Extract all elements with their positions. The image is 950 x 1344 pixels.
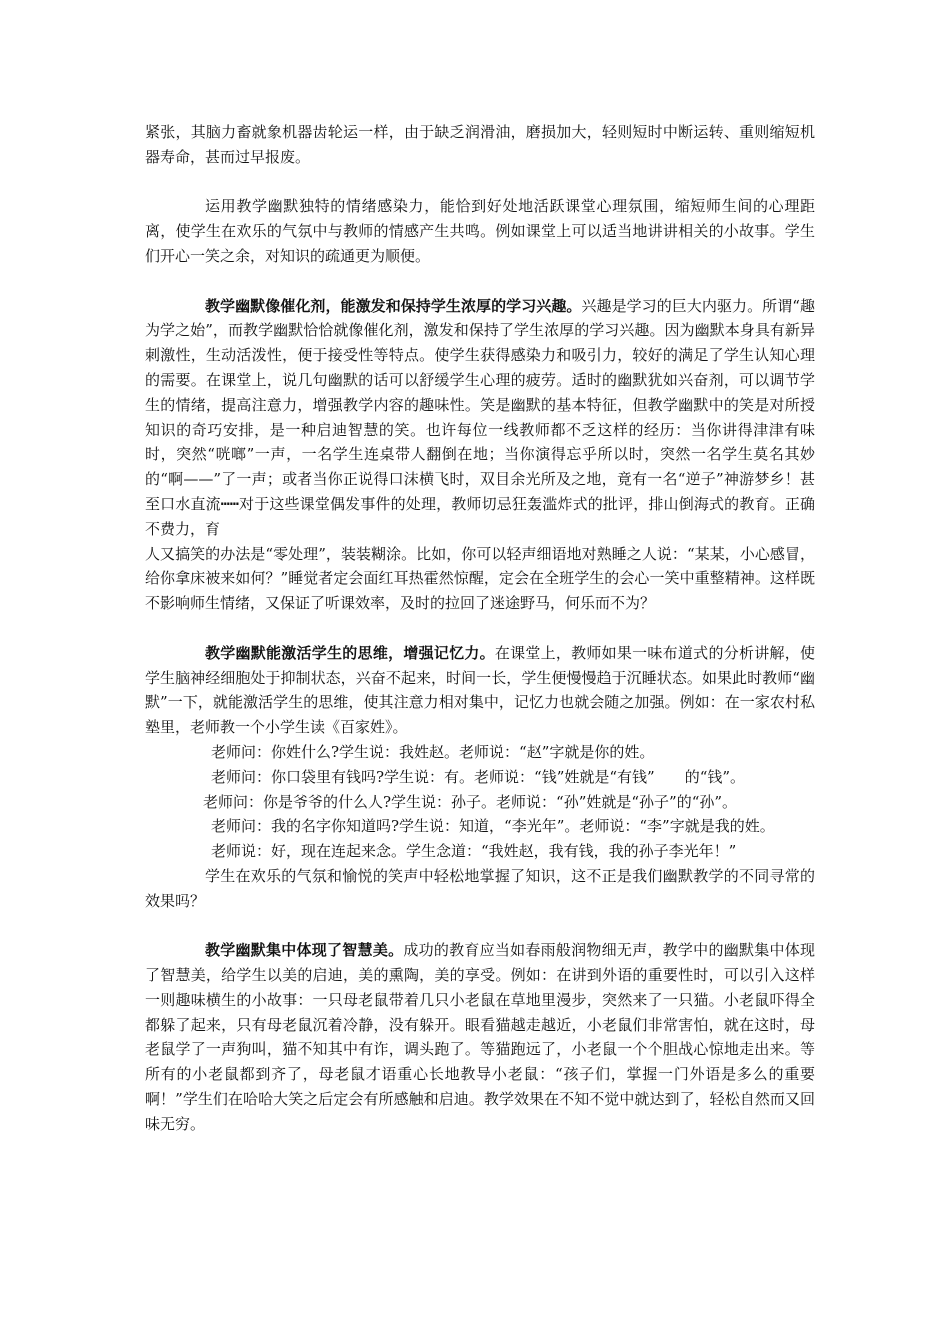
paragraph-gap — [145, 170, 815, 195]
section-memory-heading: 教学幽默能激活学生的思维，增强记忆力。 — [205, 643, 495, 662]
dialogue-line-3: 老师问：你是爷爷的什么人?学生说：孙子。老师说：“孙”姓就是“孙子”的“孙”。 — [203, 792, 738, 811]
paragraph-gap — [145, 269, 815, 294]
paragraph-gap — [145, 914, 815, 939]
document-page — [145, 120, 815, 1137]
dialogue-line-2: 老师问：你口袋里有钱吗?学生说：有。老师说：“钱”姓就是“有钱” 的“钱”。 — [211, 767, 746, 786]
paragraph-gap — [145, 616, 815, 641]
section-catalyst — [145, 294, 815, 542]
section-wisdom — [145, 938, 815, 1136]
paragraph-intro: 紧张，其脑力畜就象机器齿轮运一样，由于缺乏润滑油，磨损加大，轻则短时中断运转、重则缩短机器寿命，甚而过早报废。 — [145, 123, 815, 166]
section-wisdom-body: 成功的教育应当如春雨般润物细无声，教学中的幽默集中体现了智慧美，给学生以美的启迪，美的熏陶，美的享受。例如：在讲到外语的重要性时，可以引入这样一则趣味横生的小故事：一只母老鼠带着几只小老鼠在草地里漫步，突然来了一只猫。小老鼠吓得全都躲了起来，只有母老鼠沉着冷静，没有躲开。眼看猫越走越近，小老鼠们非常害怕，就在这时，母老鼠学了一声狗叫，猫不知其中有诈，调头跑了。等猫跑远了，小老鼠一个个胆战心惊地走出来。等所有的小老鼠都到齐了，母老鼠才语重心长地教导小老鼠：“孩子们，掌握一门外语是多么的重要啊！”学生们在哈哈大笑之后定会有所感触和启迪。教学效果在不知不觉中就达到了，轻松自然而又回味无穷。 — [145, 941, 815, 1133]
section-catalyst-continued: 人又搞笑的办法是“零处理”，装装糊涂。比如，你可以轻声细语地对熟睡之人说：“某某，小心感冒，给你拿床被来如何？”睡觉者定会面红耳热霍然惊醒，定会在全班学生的会心一笑中重整精神。这样既不影响师生情绪，又保证了听课效率，及时的拉回了迷途野马，何乐而不为？ — [145, 544, 815, 613]
section-catalyst-body: 兴趣是学习的巨大内驱力。所谓“趣为学之始”，而教学幽默恰恰就像催化剂，激发和保持了学生浓厚的学习兴趣。因为幽默本身具有新异刺激性，生动活泼性，便于接受性等特点。使学生获得感染力和吸引力，较好的满足了学生认知心理的需要。在课堂上，说几句幽默的话可以舒缓学生心理的疲劳。适时的幽默犹如兴奋剂，可以调节学生的情绪，提高注意力，增强教学内容的趣味性。笑是幽默的基本特征，但教学幽默中的笑是对所授知识的奇巧安排，是一种启迪智慧的笑。也许每位一线教师都不乏这样的经历：当你讲得津津有味时，突然“咣啷”一声，一名学生连桌带人翻倒在地；当你演得忘乎所以时，突然一名学生莫名其妙的“啊——”了一声；或者当你正说得口沫横飞时，双目余光所及之地，竟有一名“逆子”神游梦乡！甚至口水直流┅┅对于这些课堂偶发事件的处理，教师切忌狂轰滥炸式的批评，排山倒海式的教育。正确不费力，育 — [145, 296, 815, 538]
paragraph-emotion: 运用教学幽默独特的情绪感染力，能恰到好处地活跃课堂心理氛围，缩短师生间的心理距离，使学生在欢乐的气氛中与教师的情感产生共鸣。例如课堂上可以适当地讲讲相关的小故事。学生们开心一笑之余，对知识的疏通更为顺便。 — [145, 197, 815, 265]
dialogue-line-5: 老师说：好，现在连起来念。学生念道：“我姓赵，我有钱，我的孙子李光年！” — [211, 842, 737, 861]
dialogue-line-1: 老师问：你姓什么?学生说：我姓赵。老师说：“赵”字就是你的姓。 — [211, 742, 655, 761]
dialogue-line-4: 老师问：我的名字你知道吗?学生说：知道，“李光年”。老师说：“李”字就是我的姓。 — [211, 817, 775, 836]
section-catalyst-heading: 教学幽默像催化剂，能激发和保持学生浓厚的学习兴趣。 — [205, 296, 582, 315]
section-memory-conclusion: 学生在欢乐的气氛和愉悦的笑声中轻松地掌握了知识，这不正是我们幽默教学的不同寻常的效果吗？ — [145, 866, 815, 910]
section-wisdom-heading: 教学幽默集中体现了智慧美。 — [205, 941, 404, 960]
section-memory — [145, 641, 815, 740]
section-memory-body: 在课堂上，教师如果一味布道式的分析讲解，使学生脑神经细胞处于抑制状态，兴奋不起来，时间一长，学生便慢慢趋于沉睡状态。如果此时教师“幽默”一下，就能激活学生的思维，使其注意力相对集中，记忆力也就会随之加强。例如：在一家农村私塾里，老师教一个小学生读《百家姓》。 — [145, 643, 815, 737]
